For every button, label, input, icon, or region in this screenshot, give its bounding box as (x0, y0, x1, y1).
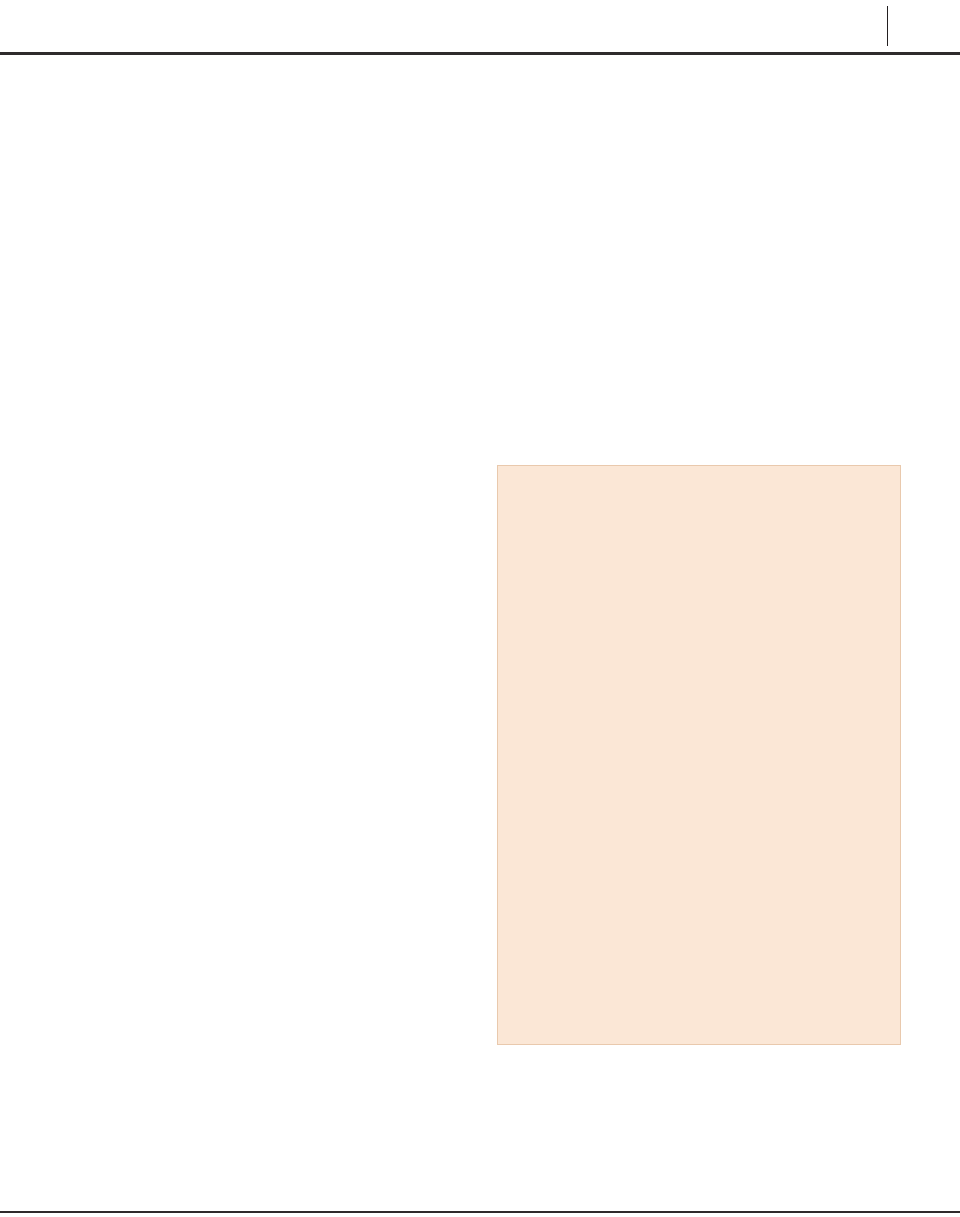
table-box (497, 465, 901, 1045)
header-rule (0, 52, 960, 55)
page-number (887, 6, 948, 46)
footer-rule (0, 1211, 960, 1213)
